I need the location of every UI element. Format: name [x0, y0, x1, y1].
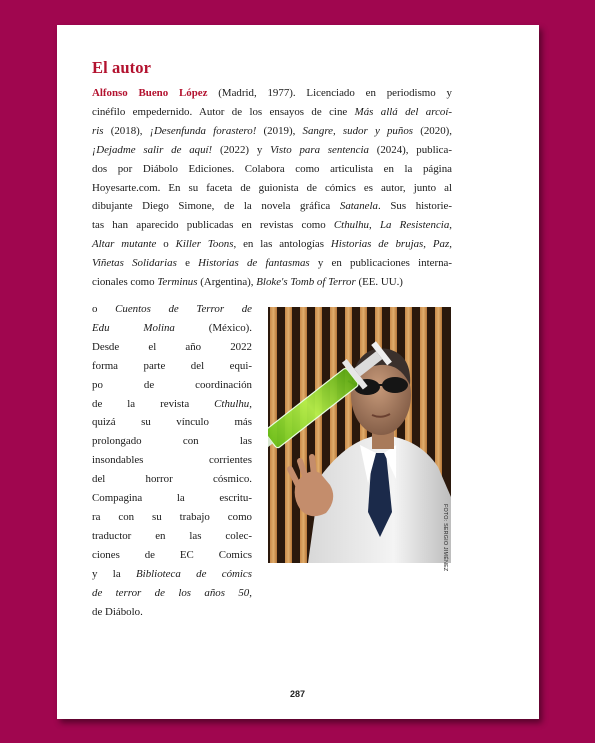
text-run: de la revista — [92, 397, 215, 410]
text-line — [92, 395, 252, 414]
italic-title: Sangre, sudor y puños — [302, 124, 414, 137]
biography-paragraph-wrapped — [92, 300, 252, 621]
text-run: , en las antologías — [233, 238, 331, 251]
page-number: 287 — [289, 689, 306, 699]
photo-credit: FOTO: SERGIO JIMÉNEZ — [442, 504, 448, 572]
text-run: o — [156, 238, 176, 251]
text-line — [92, 527, 252, 546]
italic-title: Viñetas Solidarias — [92, 257, 177, 270]
text-run: insondables corrientes — [92, 454, 252, 467]
text-run: o — [92, 303, 116, 315]
italic-title: Satanela — [339, 200, 378, 213]
italic-title: Cthulhu — [333, 219, 370, 232]
text-line — [92, 319, 252, 338]
text-run: (2022) y — [212, 143, 271, 156]
text-line — [92, 84, 452, 103]
text-run: del horror cósmico. — [92, 473, 252, 486]
text-run: po de coordinación — [92, 378, 252, 391]
text-run: dos por Diábolo Ediciones. Colabora como articulista en la página — [92, 162, 452, 175]
italic-title: Más allá del arcoí- — [354, 105, 452, 118]
italic-title: Biblioteca de cómics — [136, 567, 252, 580]
text-run: (Argentina), — [197, 276, 257, 289]
text-line — [92, 216, 452, 235]
text-line — [92, 254, 452, 273]
text-run: y en publicaciones interna- — [309, 257, 452, 270]
text-run: traductor en las colec- — [92, 529, 252, 542]
text-line — [92, 565, 252, 584]
text-line — [92, 141, 452, 160]
italic-title: ris — [92, 124, 104, 137]
text-line — [92, 273, 452, 292]
italic-title: Terminus — [157, 276, 198, 289]
text-line — [92, 508, 252, 527]
text-line — [92, 584, 252, 603]
italic-title: de terror de los años 50 — [92, 586, 250, 599]
italic-title: Edu Molina — [92, 321, 175, 334]
italic-title: Visto para sentencia — [270, 143, 369, 156]
text-line — [92, 546, 252, 565]
italic-title: Killer Toons — [175, 238, 234, 251]
text-run: (2024), publica- — [368, 143, 452, 156]
text-run: , — [449, 238, 452, 251]
text-line — [92, 432, 252, 451]
text-line — [92, 603, 252, 622]
italic-title: Altar mutante — [92, 238, 157, 251]
text-run: ciones de EC Comics — [92, 548, 252, 561]
text-run: cionales como — [92, 276, 158, 289]
text-line — [92, 197, 452, 216]
text-line — [92, 357, 252, 376]
italic-title: ¡Dejadme salir de aquí! — [92, 143, 213, 156]
text-run: cinéfilo empedernido. Autor de los ensayos de cine — [92, 105, 355, 118]
text-run: prolongado con las — [92, 435, 252, 448]
italic-title: Bloke's Tomb of Terror — [256, 276, 356, 289]
text-run: , — [423, 238, 433, 251]
text-run: tas han aparecido publicadas en revistas como — [92, 219, 334, 232]
biography-paragraph — [92, 84, 452, 292]
text-run: , — [249, 586, 252, 599]
text-run: , — [369, 219, 380, 232]
text-run: . Sus historie- — [378, 200, 452, 213]
author-photo — [268, 307, 451, 563]
text-line — [92, 489, 252, 508]
text-line — [92, 413, 252, 432]
text-run: y la — [92, 567, 137, 580]
text-run: (Madrid, 1977). Licenciado en periodismo y — [207, 87, 452, 99]
text-run: (México). — [174, 321, 252, 334]
text-run: Compagina la escritu- — [92, 492, 252, 505]
italic-title: ¡Desenfunda forastero! — [149, 124, 257, 137]
text-run: ra con su trabajo como — [92, 510, 252, 523]
italic-title: Historias de brujas — [330, 238, 424, 251]
text-run: de Diábolo. — [92, 605, 143, 618]
text-run: (EE. UU.) — [355, 276, 403, 289]
author-photo-illustration — [268, 307, 451, 563]
author-name: Alfonso Bueno López — [92, 87, 208, 99]
italic-title: Cthulhu — [214, 397, 250, 410]
text-run: dibujante Diego Simone, de la novela gráfica — [92, 200, 340, 213]
italic-title: La Resistencia — [379, 219, 450, 232]
text-run: Hoyesarte.com. En su faceta de guionista de cómics es autor, junto al — [92, 181, 452, 194]
italic-title: Paz — [432, 238, 450, 251]
text-line — [92, 451, 252, 470]
text-line — [92, 235, 452, 254]
text-run: (2020), — [413, 124, 452, 137]
section-title: El autor — [92, 58, 152, 77]
text-line — [92, 179, 452, 198]
text-run: (2019), — [256, 124, 303, 137]
text-line — [92, 338, 252, 357]
text-run: forma parte del equi- — [92, 359, 252, 372]
text-run: , — [249, 397, 252, 410]
text-line — [92, 122, 452, 141]
text-run: quizá su vínculo más — [92, 416, 252, 429]
italic-title: Cuentos de Terror de — [115, 303, 252, 315]
text-line — [92, 376, 252, 395]
text-line — [92, 160, 452, 179]
text-line — [92, 300, 252, 319]
text-run: (2018), — [103, 124, 150, 137]
text-run: Desde el año 2022 — [92, 340, 252, 353]
text-line — [92, 103, 452, 122]
text-run: , — [449, 219, 452, 232]
text-line — [92, 470, 252, 489]
text-run: e — [176, 257, 199, 270]
italic-title: Historias de fantasmas — [198, 257, 310, 270]
